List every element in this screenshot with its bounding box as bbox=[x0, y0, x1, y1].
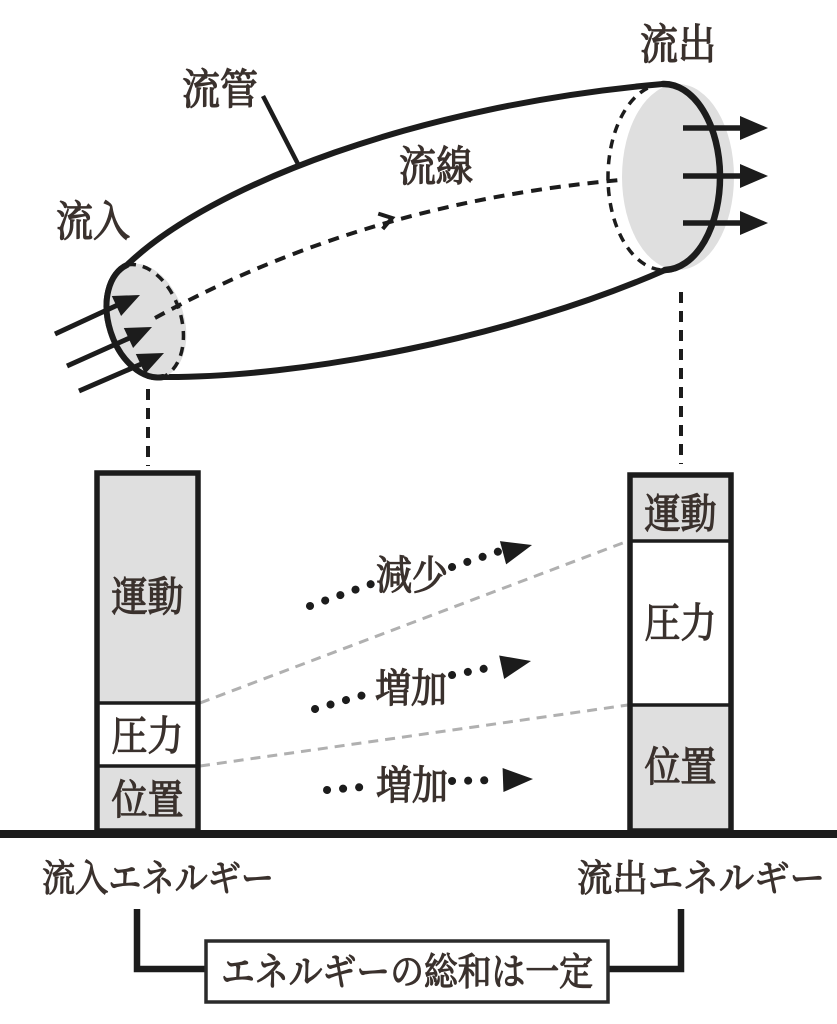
energy-bar-inflow bbox=[97, 473, 198, 831]
outflow-segment-position-label: 位置 bbox=[644, 744, 717, 790]
transition-position-label: 増加 bbox=[376, 764, 448, 808]
transition-pressure-increase bbox=[315, 649, 533, 711]
transition-position-increase bbox=[327, 764, 533, 808]
flow-tube-pointer-line bbox=[263, 96, 298, 164]
flow-tube-body bbox=[107, 84, 720, 377]
inflow-segment-pressure-label: 圧力 bbox=[111, 713, 184, 759]
outflow-label: 流出 bbox=[640, 21, 716, 68]
summary-box-label: エネルギーの総和は一定 bbox=[221, 952, 593, 994]
level-connector-pressure-position bbox=[200, 705, 628, 766]
flow-tube-label: 流管 bbox=[182, 66, 258, 113]
outflow-segment-pressure-label: 圧力 bbox=[644, 600, 717, 646]
inflow-label: 流入 bbox=[56, 198, 130, 245]
inflow-segment-kinetic-label: 運動 bbox=[111, 574, 184, 620]
right-bracket-line bbox=[608, 909, 681, 969]
outflow-segment-kinetic-label: 運動 bbox=[644, 491, 717, 537]
outflow-energy-caption: 流出エネルギー bbox=[577, 858, 825, 899]
inflow-energy-caption: 流入エネルギー bbox=[42, 858, 274, 899]
left-bracket-line bbox=[137, 909, 206, 969]
inflow-segment-position-label: 位置 bbox=[111, 777, 184, 823]
streamline-arrowhead-mid bbox=[378, 210, 394, 229]
energy-bar-outflow bbox=[630, 475, 731, 831]
summary-box bbox=[206, 941, 608, 1002]
streamline-label: 流線 bbox=[399, 143, 473, 190]
transition-pressure-label: 増加 bbox=[375, 667, 447, 711]
transition-kinetic-decrease bbox=[310, 533, 535, 606]
transition-kinetic-label: 減少 bbox=[376, 554, 448, 598]
